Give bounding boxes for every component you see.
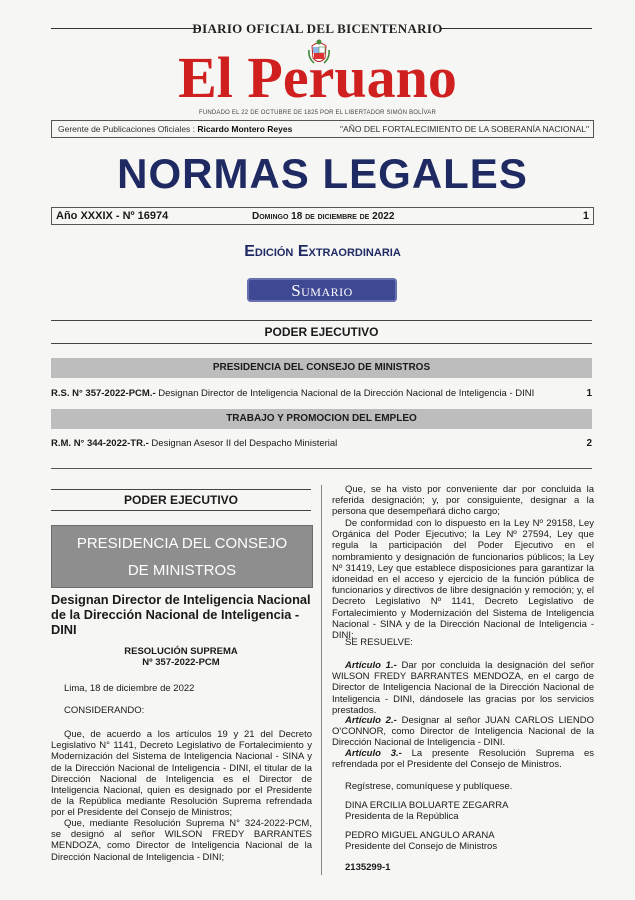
articulo-1-text: Dar por concluida la designación del señor WILSON FREDY BARRANTES MENDOZA, en el cargo de Director de Inteligencia Nacional de la Dirección Nacional de Inteligencia - DINI, dándosele las gracias por los servicios prestados. <box>332 660 594 716</box>
entity-line-2: DE MINISTROS <box>127 562 237 579</box>
entry-text: Designan Director de Inteligencia Nacional de la Dirección Nacional de Inteligencia - DINI <box>155 388 535 399</box>
summary-entry <box>51 438 592 449</box>
el-peruano-logo: El Peruano <box>178 45 457 110</box>
normas-legales-title: NORMAS LEGALES <box>117 150 528 197</box>
articulo-1 <box>332 660 594 716</box>
considerando-paragraph-4: De conformidad con lo dispuesto en la Ley Nº 29158, Ley Orgánica del Poder Ejecutivo; la Ley Nº 27594, Ley que regula la participación del Poder Ejecutivo en el nombramiento y designación de funcionarios públicos; la Ley Nº 31419, Ley que establece disposiciones para garantizar la idoneidad en el acceso y ejercicio de la función pública de funcionarios y directivos de libre designación y remoción; y, el Decreto Legislativo Nº 1141, Decreto Legislativo de Fortalecimiento y Modernización del Sistema de Inteligencia Nacional - SINA y de la Dirección Nacional de Inteligencia - DINI; <box>332 518 594 642</box>
articulo-3 <box>332 748 594 770</box>
entity-line-1: PRESIDENCIA DEL CONSEJO <box>76 535 288 552</box>
sumario-label: Sumario <box>291 281 353 300</box>
entry-code: R.M. N° 344-2022-TR.- <box>51 438 149 449</box>
gerente-name: Ricardo Montero Reyes <box>197 124 293 134</box>
entry-text: Designan Asesor II del Despacho Ministerial <box>148 438 338 449</box>
issue-date: Domingo 18 de diciembre de 2022 <box>252 211 395 222</box>
entry-code: R.S. N° 357-2022-PCM.- <box>51 388 156 399</box>
considerando-heading: CONSIDERANDO: <box>64 705 145 716</box>
summary-section-pcm: PRESIDENCIA DEL CONSEJO DE MINISTROS <box>51 358 592 378</box>
summary-poder-heading: PODER EJECUTIVO <box>51 320 592 344</box>
articulo-2 <box>332 715 594 749</box>
sumario-badge <box>247 278 397 302</box>
publication-code: 2135299-1 <box>345 862 391 873</box>
summary-divider <box>51 468 592 469</box>
entity-banner <box>51 525 313 588</box>
resolution-date: Lima, 18 de diciembre de 2022 <box>64 683 195 694</box>
year-motto: "AÑO DEL FORTALECIMIENTO DE LA SOBERANÍA NACIONAL" <box>340 124 589 134</box>
considerando-paragraph-3: Que, se ha visto por conveniente dar por concluida la referida designación; y, por consiguiente, designar a la persona que desempeñará dicho cargo; <box>332 484 594 518</box>
issue-number: Año XXXIX - Nº 16974 <box>56 210 169 222</box>
gerente-line <box>58 124 292 134</box>
articulo-2-label: Artículo 2.- <box>345 715 397 726</box>
article-poder-heading: PODER EJECUTIVO <box>51 489 311 511</box>
signatory-2-name: PEDRO MIGUEL ANGULO ARANA <box>345 830 495 841</box>
edition-label: Edición Extraordinaria <box>244 243 401 260</box>
gerente-label: Gerente de Publicaciones Oficiales : <box>58 124 196 134</box>
founding-note: FUNDADO EL 22 DE OCTUBRE DE 1825 POR EL LIBERTADOR SIMÓN BOLÍVAR <box>198 110 437 116</box>
entry-page: 2 <box>586 438 592 449</box>
signatory-2-role: Presidente del Consejo de Ministros <box>345 841 498 852</box>
articulo-2-text: Designar al señor JUAN CARLOS LIENDO O'CONNOR, como Director de Inteligencia Nacional de la Dirección Nacional de Inteligencia - DINI. <box>332 715 594 749</box>
considerando-paragraph-1: Que, de acuerdo a los artículos 19 y 21 del Decreto Legislativo N° 1141, Decreto Legislativo de Fortalecimiento y Modernización del Sistema de Inteligencia Nacional - SINA y de la Dirección Nacional de Inteligencia - DINI, el titular de la Dirección Nacional de Inteligencia es el Director de Inteligencia Nacional, quien es designado por el Presidente de la República mediante Resolución Suprema refrendada por el Presidente del Consejo de Ministros; <box>51 729 312 819</box>
column-divider <box>321 485 322 875</box>
entry-page: 1 <box>586 388 592 399</box>
issue-bar <box>51 207 594 225</box>
diario-oficial-heading: DIARIO OFICIAL DEL BICENTENARIO <box>192 21 443 36</box>
signatory-1-name: DINA ERCILIA BOLUARTE ZEGARRA <box>345 800 509 811</box>
registrese-line: Regístrese, comuníquese y publíquese. <box>345 781 513 792</box>
resolution-type: RESOLUCIÓN SUPREMA <box>124 646 238 657</box>
articulo-3-label: Artículo 3.- <box>345 748 402 759</box>
se-resuelve-heading: SE RESUELVE: <box>345 637 413 648</box>
article-title: Designan Director de Inteligencia Nacional de la Dirección Nacional de Inteligencia - DINI <box>51 592 311 637</box>
articulo-3-text: La presente Resolución Suprema es refrendada por el Presidente del Consejo de Ministros. <box>332 748 594 771</box>
publisher-bar <box>51 120 594 138</box>
signatory-1-role: Presidenta de la República <box>345 811 459 822</box>
articulo-1-label: Artículo 1.- <box>345 660 397 671</box>
considerando-paragraph-2: Que, mediante Resolución Suprema N° 324-2022-PCM, se designó al señor WILSON FREDY BARRANTES MENDOZA, como Director de Inteligencia Nacional de la Dirección Nacional de Inteligencia - DINI; <box>51 818 312 863</box>
summary-section-trabajo: TRABAJO Y PROMOCION DEL EMPLEO <box>51 409 592 429</box>
summary-entry <box>51 388 592 399</box>
resolution-number: Nº 357-2022-PCM <box>142 657 220 668</box>
page-number: 1 <box>582 210 589 222</box>
